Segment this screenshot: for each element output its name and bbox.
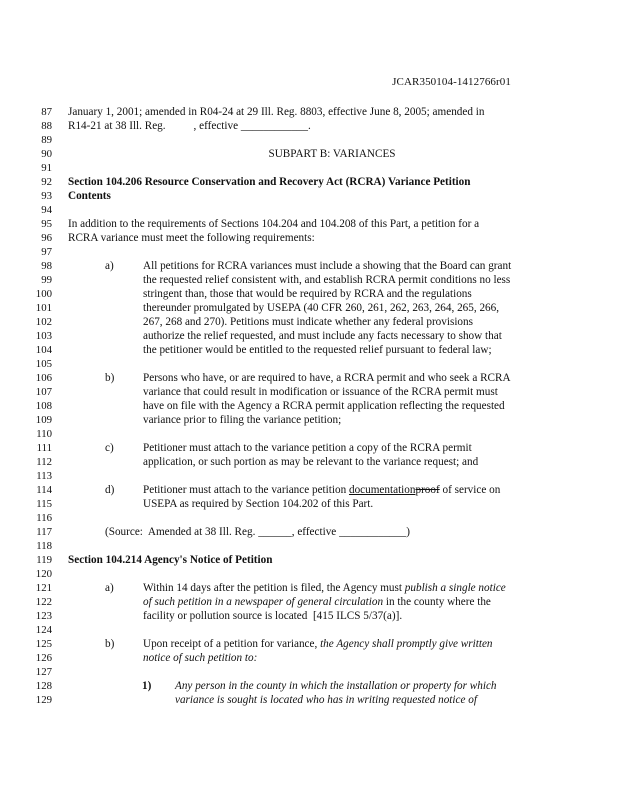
line-number: 97 <box>41 246 52 258</box>
line-text: the requested relief consistent with, and establish RCRA permit conditions no less <box>143 274 511 286</box>
line-text: Petitioner must attach to the variance petition documentationproof of service on <box>143 484 501 496</box>
blank-field: ______ <box>258 526 292 538</box>
item-label: b) <box>105 638 115 650</box>
line-text: thereunder promulgated by USEPA (40 CFR 260, 261, 262, 263, 264, 265, 266, <box>143 302 500 314</box>
line-number: 102 <box>35 316 52 328</box>
text-line <box>0 147 619 161</box>
line-text: variance that could result in modification or issuance of the RCRA permit must <box>143 386 498 398</box>
line-number: 119 <box>36 554 52 566</box>
line-number: 91 <box>41 162 52 174</box>
line-number: 129 <box>35 694 52 706</box>
line-number: 103 <box>35 330 52 342</box>
section-heading: Section 104.206 Resource Conservation and Recovery Act (RCRA) Variance Petition <box>68 176 471 188</box>
line-number: 99 <box>41 274 52 286</box>
blank-field: ____________ <box>339 526 407 538</box>
line-number: 89 <box>41 134 52 146</box>
source-note: (Source: Amended at 38 Ill. Reg. ______, effective ____________) <box>105 526 410 538</box>
line-number: 96 <box>41 232 52 244</box>
line-number: 118 <box>36 540 52 552</box>
line-text: variance is sought is located who has in writing requested notice of <box>175 694 477 706</box>
line-number: 93 <box>41 190 52 202</box>
line-number: 109 <box>35 414 52 426</box>
line-number: 88 <box>41 120 52 132</box>
line-number: 126 <box>35 652 52 664</box>
section-heading: Contents <box>68 190 111 202</box>
line-number: 127 <box>35 666 52 678</box>
line-text: In addition to the requirements of Sections 104.204 and 104.208 of this Part, a petition for a <box>68 218 480 230</box>
line-text: Petitioner must attach to the variance petition a copy of the RCRA permit <box>143 442 472 454</box>
blank-field: ____________ <box>240 120 308 132</box>
line-number: 114 <box>36 484 52 496</box>
line-text: variance prior to filing the variance petition; <box>143 414 342 426</box>
item-label: a) <box>105 582 114 594</box>
line-number: 128 <box>35 680 52 692</box>
line-text: All petitions for RCRA variances must include a showing that the Board can grant <box>143 260 512 272</box>
line-number: 100 <box>35 288 52 300</box>
line-number: 110 <box>36 428 52 440</box>
subpart-heading: SUBPART B: VARIANCES <box>268 148 396 160</box>
line-number: 104 <box>35 344 52 356</box>
section-heading: Section 104.214 Agency's Notice of Petition <box>68 554 273 566</box>
line-number: 94 <box>41 204 52 216</box>
line-text: Persons who have, or are required to have, a RCRA permit and who seek a RCRA <box>143 372 511 384</box>
line-text: the petitioner would be entitled to the requested relief pursuant to federal law; <box>143 344 492 356</box>
line-number: 98 <box>41 260 52 272</box>
line-number: 123 <box>35 610 52 622</box>
line-text: of such petition in a newspaper of general circulation in the county where the <box>143 596 491 608</box>
item-label: a) <box>105 260 114 272</box>
item-label: b) <box>105 372 115 384</box>
line-number: 122 <box>35 596 52 608</box>
line-text: USEPA as required by Section 104.202 of this Part. <box>143 498 374 510</box>
line-number: 120 <box>35 568 52 580</box>
line-number: 107 <box>35 386 52 398</box>
line-number: 121 <box>35 582 52 594</box>
line-text: have on file with the Agency a RCRA permit application reflecting the requested <box>143 400 505 412</box>
line-number: 87 <box>41 106 52 118</box>
line-number: 116 <box>36 512 52 524</box>
document-id: JCAR350104-1412766r01 <box>392 76 511 88</box>
line-text: RCRA variance must meet the following requirements: <box>68 232 315 244</box>
line-number: 101 <box>35 302 52 314</box>
line-text: facility or pollution source is located [415 ILCS 5/37(a)]. <box>143 610 403 622</box>
item-label: d) <box>105 484 115 496</box>
line-number: 112 <box>36 456 52 468</box>
line-number: 124 <box>35 624 52 636</box>
line-text: Any person in the county in which the installation or property for which <box>175 680 497 692</box>
line-number: 90 <box>41 148 52 160</box>
item-label: 1) <box>142 680 152 692</box>
inserted-text: documentation <box>348 484 416 496</box>
item-label: c) <box>105 442 114 454</box>
line-number: 115 <box>36 498 52 510</box>
line-number: 117 <box>36 526 52 538</box>
line-number: 111 <box>36 442 52 454</box>
line-number: 113 <box>36 470 52 482</box>
line-text: Within 14 days after the petition is filed, the Agency must publish a single notice <box>143 582 506 594</box>
line-text: 267, 268 and 270). Petitions must indicate whether any federal provisions <box>143 316 473 328</box>
line-text: notice of such petition to: <box>143 652 258 664</box>
line-number: 106 <box>35 372 52 384</box>
line-number: 105 <box>35 358 52 370</box>
line-number: 108 <box>35 400 52 412</box>
line-text: Upon receipt of a petition for variance, the Agency shall promptly give written <box>143 638 493 650</box>
line-number: 92 <box>41 176 52 188</box>
line-text: application, or such portion as may be relevant to the variance request; and <box>143 456 479 468</box>
line-text: stringent than, those that would be required by RCRA and the regulations <box>143 288 472 300</box>
line-number: 125 <box>35 638 52 650</box>
line-text: R14-21 at 38 Ill. Reg. , effective ____________. <box>68 120 311 132</box>
line-number: 95 <box>41 218 52 230</box>
line-text: authorize the relief requested, and must include any facts necessary to show that <box>143 330 502 342</box>
line-text: January 1, 2001; amended in R04-24 at 29 Ill. Reg. 8803, effective June 8, 2005; amended in <box>68 106 485 118</box>
deleted-text: proof <box>415 484 440 496</box>
